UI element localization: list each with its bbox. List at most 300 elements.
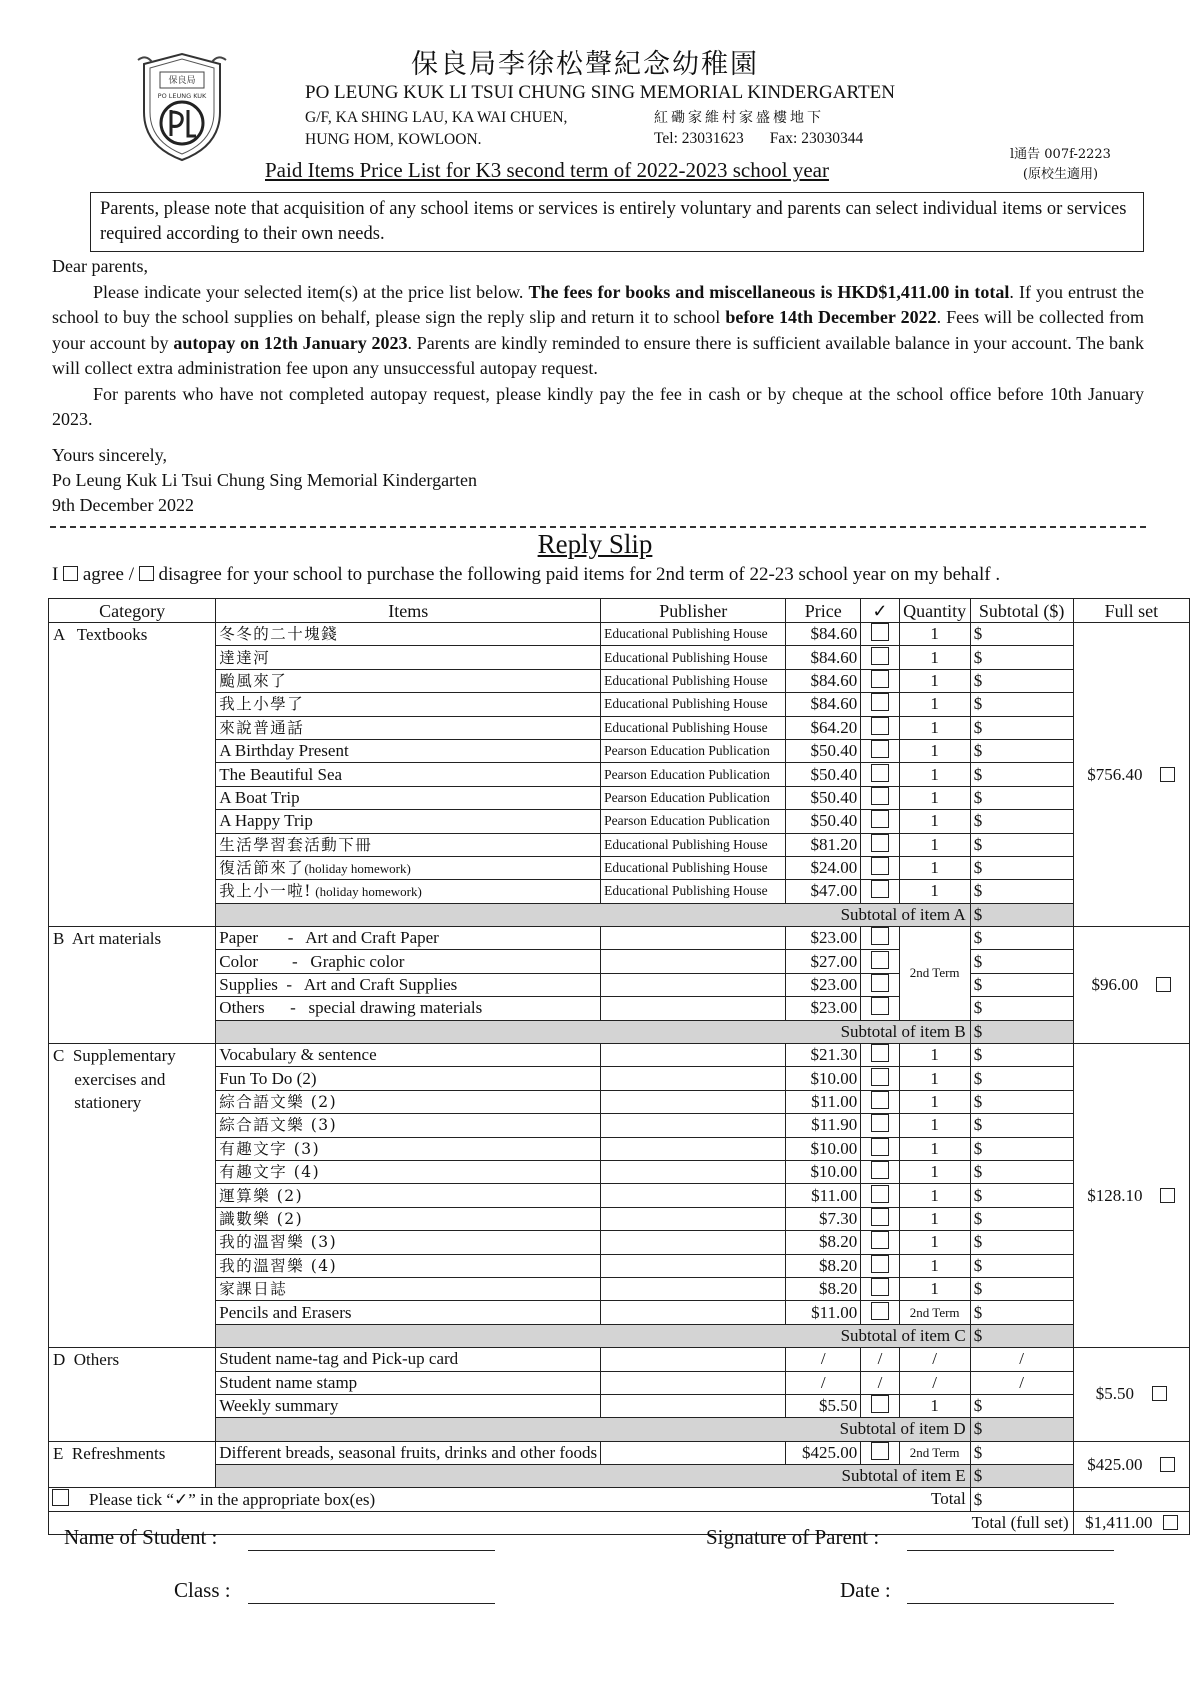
quantity: /: [899, 1371, 970, 1394]
item-checkbox[interactable]: [871, 1231, 889, 1249]
price: $7.30: [786, 1207, 861, 1230]
table-row: [49, 646, 1190, 669]
item-name: [216, 1067, 601, 1090]
item-checkbox[interactable]: [871, 834, 889, 852]
address-zh: 紅磡家維村家盛樓地下: [654, 110, 824, 126]
quantity: 1: [899, 1137, 970, 1160]
table-row: [49, 1231, 1190, 1254]
table-row: [49, 1114, 1190, 1137]
subtotal-field[interactable]: $: [970, 786, 1073, 809]
header-items: Items: [216, 599, 601, 623]
header-publisher: Publisher: [601, 599, 786, 623]
publisher: [601, 1394, 786, 1417]
select-cell: [861, 1371, 899, 1394]
student-name-field[interactable]: [248, 1525, 495, 1551]
select-cell: [861, 1114, 899, 1137]
item-text: The Beautiful Sea: [219, 764, 343, 784]
select-cell: [861, 1160, 899, 1183]
full-set-checkbox[interactable]: [1160, 767, 1175, 782]
item-name: [216, 1371, 601, 1394]
full-total-checkbox[interactable]: [1163, 1515, 1178, 1530]
full-set-price: $128.10: [1087, 1185, 1143, 1205]
item-text: Others - special drawing materials: [219, 998, 483, 1018]
item-name: [216, 950, 601, 973]
total-field[interactable]: $: [970, 1488, 1073, 1511]
header-check: ✓: [861, 599, 899, 623]
subtotal-field[interactable]: /: [970, 1348, 1073, 1371]
select-cell: [861, 1277, 899, 1300]
quantity: 1: [899, 763, 970, 786]
full-set-b: [1073, 927, 1189, 1044]
item-name: [216, 1207, 601, 1230]
subtotal-field[interactable]: $: [970, 1441, 1073, 1464]
quantity: 2nd Term: [899, 1301, 970, 1324]
item-checkbox[interactable]: [871, 1044, 889, 1062]
student-name-label: Name of Student :: [64, 1525, 218, 1549]
item-text: Student name-tag and Pick-up card: [219, 1349, 459, 1369]
publisher: Educational Publishing House: [601, 646, 786, 669]
item-checkbox[interactable]: [871, 1091, 889, 1109]
price: $23.00: [786, 997, 861, 1020]
header-full-set: Full set: [1073, 599, 1189, 623]
select-cell: [861, 997, 899, 1020]
item-name: [216, 997, 601, 1020]
item-name: [216, 1277, 601, 1300]
subtotal-field[interactable]: $: [970, 1160, 1073, 1183]
subtotal-field[interactable]: /: [970, 1371, 1073, 1394]
subtotal-field[interactable]: $: [970, 950, 1073, 973]
blank-cell: [1073, 1488, 1189, 1511]
item-checkbox[interactable]: [871, 1442, 889, 1460]
item-checkbox[interactable]: [871, 717, 889, 735]
item-text: 綜合語文樂 (3): [219, 1116, 338, 1135]
select-cell: [861, 1394, 899, 1417]
quantity: 1: [899, 1394, 970, 1417]
table-row: [49, 1441, 1190, 1464]
subtotal-label: Subtotal of item B: [216, 1020, 970, 1043]
item-name: [216, 739, 601, 762]
select-cell: [861, 856, 899, 879]
table-row: [49, 1044, 1190, 1067]
publisher: [601, 1184, 786, 1207]
address-en-line1: G/F, KA SHING LAU, KA WAI CHUEN,: [305, 109, 568, 126]
item-name: [216, 1254, 601, 1277]
table-body: [49, 623, 1190, 1535]
select-cell: [861, 669, 899, 692]
voluntary-notice-box: Parents, please note that acquisition of any school items or services is entirely voluntary and parents can select individual items or services required according to their own needs.: [90, 192, 1144, 252]
subtotal-field[interactable]: $: [970, 833, 1073, 856]
sample-checkbox: [52, 1489, 69, 1506]
full-set-price: $96.00: [1091, 975, 1139, 995]
subtotal-field[interactable]: $: [970, 1137, 1073, 1160]
quantity: 1: [899, 1090, 970, 1113]
subtotal-field[interactable]: $: [970, 646, 1073, 669]
price: $21.30: [786, 1044, 861, 1067]
table-row: [49, 763, 1190, 786]
subtotal-row: [49, 903, 1190, 926]
date-field[interactable]: [907, 1578, 1114, 1604]
item-text: Weekly summary: [219, 1396, 339, 1416]
publisher: [601, 1371, 786, 1394]
item-checkbox[interactable]: [871, 787, 889, 805]
tick-instruction: Please tick “✓” in the appropriate box(es): [89, 1490, 376, 1510]
header-quantity: Quantity: [899, 599, 970, 623]
item-checkbox[interactable]: [871, 623, 889, 641]
publisher: [601, 997, 786, 1020]
item-name: [216, 1044, 601, 1067]
subtotal-field[interactable]: $: [970, 1044, 1073, 1067]
full-set-price: $5.50: [1095, 1384, 1134, 1404]
price-table: [48, 598, 1190, 1535]
price: $5.50: [786, 1394, 861, 1417]
item-suffix: (holiday homework): [312, 883, 422, 899]
table-row: [49, 623, 1190, 646]
subtotal-field[interactable]: $: [970, 623, 1073, 646]
item-checkbox[interactable]: [871, 764, 889, 782]
item-checkbox[interactable]: [871, 1138, 889, 1156]
item-name: [216, 669, 601, 692]
total-label: Total: [931, 1489, 966, 1509]
item-name: [216, 646, 601, 669]
item-text: 我上小一啦!: [219, 881, 313, 900]
table-row: [49, 1137, 1190, 1160]
full-set-checkbox[interactable]: [1160, 1188, 1175, 1203]
select-cell: [861, 1348, 899, 1371]
svg-text:保良局: 保良局: [168, 76, 196, 86]
select-cell: [861, 763, 899, 786]
publisher: [601, 927, 786, 950]
item-text: 有趣文字 (4): [219, 1163, 321, 1182]
item-text: 我上小學了: [219, 695, 305, 714]
item-checkbox[interactable]: [871, 857, 889, 875]
quantity: 1: [899, 646, 970, 669]
publisher: [601, 1090, 786, 1113]
school-name-zh: 保良局李徐松聲紀念幼稚園: [411, 49, 759, 80]
subtotal-field[interactable]: $: [970, 693, 1073, 716]
agree-label: agree /: [82, 564, 134, 585]
header-subtotal: Subtotal ($): [970, 599, 1073, 623]
item-checkbox[interactable]: [871, 1255, 889, 1273]
full-set-c: [1073, 1044, 1189, 1348]
select-cell: [861, 973, 899, 996]
quantity: 1: [899, 1067, 970, 1090]
publisher: Educational Publishing House: [601, 880, 786, 903]
table-row: [49, 927, 1190, 950]
item-text: Vocabulary & sentence: [219, 1045, 377, 1065]
reply-slip-title: Reply Slip: [537, 529, 653, 559]
quantity: 1: [899, 1160, 970, 1183]
quantity: 1: [899, 856, 970, 879]
category-label: C Supplementary: [53, 1046, 176, 1066]
full-total-value: $1,411.00: [1085, 1513, 1153, 1533]
quantity: /: [899, 1348, 970, 1371]
price: $10.00: [786, 1160, 861, 1183]
price: $11.00: [786, 1184, 861, 1207]
item-checkbox[interactable]: [871, 647, 889, 665]
parent-signature-label: Signature of Parent :: [706, 1525, 880, 1549]
quantity: 1: [899, 1277, 970, 1300]
school-name-en: PO LEUNG KUK LI TSUI CHUNG SING MEMORIAL KINDERGARTEN: [305, 82, 895, 103]
quantity: 1: [899, 1114, 970, 1137]
item-checkbox[interactable]: [871, 670, 889, 688]
item-checkbox[interactable]: [871, 1185, 889, 1203]
table-row: [49, 973, 1190, 996]
subtotal-field[interactable]: $: [970, 1114, 1073, 1137]
item-name: [216, 810, 601, 833]
item-text: A Birthday Present: [219, 741, 349, 761]
category-c: [49, 1044, 216, 1348]
full-set-e: [1073, 1441, 1189, 1488]
select-cell: [861, 1254, 899, 1277]
subtotal-field[interactable]: $: [970, 1207, 1073, 1230]
item-text: 達達河: [219, 648, 271, 667]
quantity: 2nd Term: [899, 927, 970, 1021]
item-checkbox[interactable]: [871, 1068, 889, 1086]
section-subtotal-field[interactable]: $: [970, 1418, 1073, 1441]
item-checkbox[interactable]: [871, 1278, 889, 1296]
not-applicable: /: [877, 1372, 883, 1392]
item-checkbox[interactable]: [871, 951, 889, 969]
item-text: 復活節來了: [219, 858, 305, 877]
table-row: [49, 669, 1190, 692]
table-row: [49, 950, 1190, 973]
price: $10.00: [786, 1137, 861, 1160]
subtotal-field[interactable]: $: [970, 856, 1073, 879]
table-row: [49, 1371, 1190, 1394]
category-label: stationery: [53, 1093, 142, 1113]
item-checkbox[interactable]: [871, 927, 889, 945]
table-row: [49, 833, 1190, 856]
price: $10.00: [786, 1067, 861, 1090]
full-total-label: Total (full set): [49, 1511, 1074, 1534]
price: $27.00: [786, 950, 861, 973]
closing: Yours sincerely,: [52, 445, 167, 465]
item-name: [216, 763, 601, 786]
table-header-row: [49, 599, 1190, 623]
item-checkbox[interactable]: [871, 997, 889, 1015]
table-row: [49, 1207, 1190, 1230]
publisher: [601, 1114, 786, 1137]
table-row: [49, 1348, 1190, 1371]
item-name: [216, 927, 601, 950]
price: $50.40: [786, 739, 861, 762]
price: $8.20: [786, 1277, 861, 1300]
quantity: 1: [899, 1184, 970, 1207]
select-cell: [861, 810, 899, 833]
select-cell: [861, 693, 899, 716]
item-name: [216, 880, 601, 903]
subtotal-field[interactable]: $: [970, 1394, 1073, 1417]
table-row: [49, 1184, 1190, 1207]
full-set-checkbox[interactable]: [1156, 977, 1171, 992]
subtotal-field[interactable]: $: [970, 1301, 1073, 1324]
item-suffix: (holiday homework): [304, 860, 411, 876]
select-cell: [861, 833, 899, 856]
section-subtotal-field[interactable]: $: [970, 1465, 1073, 1488]
table-row: [49, 880, 1190, 903]
subtotal-row: [49, 1465, 1190, 1488]
subtotal-field[interactable]: $: [970, 997, 1073, 1020]
select-cell: [861, 1207, 899, 1230]
item-name: [216, 1090, 601, 1113]
class-label: Class :: [174, 1578, 231, 1602]
fax: Fax: 23030344: [769, 130, 864, 147]
item-name: [216, 786, 601, 809]
header-category: Category: [49, 599, 216, 623]
publisher: Pearson Education Publication: [601, 739, 786, 762]
item-name: [216, 1137, 601, 1160]
item-text: 識數樂 (2): [219, 1209, 304, 1228]
category-d: [49, 1348, 216, 1442]
item-text: 家課日誌: [219, 1280, 288, 1299]
section-subtotal-field[interactable]: $: [970, 1324, 1073, 1347]
item-text: 運算樂 (2): [219, 1186, 304, 1205]
subtotal-field[interactable]: $: [970, 763, 1073, 786]
parent-signature-field[interactable]: [907, 1525, 1114, 1551]
select-cell: [861, 1441, 899, 1464]
section-subtotal-field[interactable]: $: [970, 1020, 1073, 1043]
address-en-line2: HUNG HOM, KOWLOON.: [305, 131, 482, 148]
total-row: [49, 1488, 1190, 1511]
quantity: 1: [899, 1231, 970, 1254]
item-name: [216, 693, 601, 716]
subtotal-field[interactable]: $: [970, 1254, 1073, 1277]
subtotal-field[interactable]: $: [970, 880, 1073, 903]
publisher: [601, 1231, 786, 1254]
agree-line: I agree / disagree for your school to purchase the following paid items for 2nd term of 22-23 school year on my behalf .: [52, 564, 1001, 585]
select-cell: [861, 1044, 899, 1067]
subtotal-field[interactable]: $: [970, 973, 1073, 996]
price: $64.20: [786, 716, 861, 739]
item-text: Paper - Art and Craft Paper: [219, 928, 439, 948]
subtotal-field[interactable]: $: [970, 810, 1073, 833]
table-row: [49, 786, 1190, 809]
subtotal-field[interactable]: $: [970, 1277, 1073, 1300]
table-row: [49, 1067, 1190, 1090]
signer: Po Leung Kuk Li Tsui Chung Sing Memorial Kindergarten: [52, 470, 478, 490]
select-cell: [861, 623, 899, 646]
publisher: Educational Publishing House: [601, 856, 786, 879]
item-checkbox[interactable]: [871, 1208, 889, 1226]
header-price: Price: [786, 599, 861, 623]
quantity: 1: [899, 739, 970, 762]
item-text: 生活學習套活動下冊: [219, 835, 373, 854]
subtotal-row: [49, 1020, 1190, 1043]
publisher: Pearson Education Publication: [601, 763, 786, 786]
price: $47.00: [786, 880, 861, 903]
publisher: [601, 1301, 786, 1324]
price: $24.00: [786, 856, 861, 879]
item-checkbox[interactable]: [871, 693, 889, 711]
item-checkbox[interactable]: [871, 1302, 889, 1320]
table-row: [49, 856, 1190, 879]
quantity: 1: [899, 716, 970, 739]
price: $50.40: [786, 763, 861, 786]
letter-body: [52, 254, 1144, 433]
disagree-checkbox[interactable]: [139, 566, 154, 581]
subtotal-field[interactable]: $: [970, 716, 1073, 739]
subtotal-row: [49, 1324, 1190, 1347]
subtotal-field[interactable]: $: [970, 1067, 1073, 1090]
table-row: [49, 693, 1190, 716]
item-text: Different breads, seasonal fruits, drinks and other foods: [219, 1442, 598, 1462]
price: $11.00: [786, 1090, 861, 1113]
quantity: 1: [899, 833, 970, 856]
item-checkbox[interactable]: [871, 1161, 889, 1179]
subtotal-field[interactable]: $: [970, 739, 1073, 762]
item-name: [216, 856, 601, 879]
section-subtotal-field[interactable]: $: [970, 903, 1073, 926]
quantity: 1: [899, 1044, 970, 1067]
subtotal-label: Subtotal of item A: [216, 903, 970, 926]
item-name: [216, 1348, 601, 1371]
item-name: [216, 623, 601, 646]
agree-checkbox[interactable]: [63, 566, 78, 581]
category-label: exercises and: [53, 1069, 166, 1089]
item-text: 冬冬的二十塊錢: [219, 625, 339, 644]
item-name: [216, 833, 601, 856]
select-cell: [861, 646, 899, 669]
price: $425.00: [786, 1441, 861, 1464]
table-row: [49, 1277, 1190, 1300]
subtotal-field[interactable]: $: [970, 1231, 1073, 1254]
item-name: [216, 1184, 601, 1207]
select-cell: [861, 1184, 899, 1207]
quantity: 2nd Term: [899, 1441, 970, 1464]
price: $84.60: [786, 623, 861, 646]
subtotal-field[interactable]: $: [970, 1090, 1073, 1113]
class-field[interactable]: [248, 1578, 495, 1604]
item-checkbox[interactable]: [871, 740, 889, 758]
subtotal-field[interactable]: $: [970, 927, 1073, 950]
select-cell: [861, 950, 899, 973]
item-checkbox[interactable]: [871, 810, 889, 828]
full-set-a: [1073, 623, 1189, 927]
item-checkbox[interactable]: [871, 974, 889, 992]
category-label: B Art materials: [53, 929, 162, 949]
publisher: Educational Publishing House: [601, 623, 786, 646]
item-text: 有趣文字 (3): [219, 1139, 321, 1158]
item-checkbox[interactable]: [871, 1114, 889, 1132]
item-name: [216, 716, 601, 739]
letter-paragraph-2: For parents who have not completed autopay request, please kindly pay the fee in cash or by cheque at the school office before 10th January 2023.: [52, 383, 1144, 429]
item-name: [216, 1114, 601, 1137]
full-set-checkbox[interactable]: [1160, 1457, 1175, 1472]
item-name: [216, 1441, 601, 1464]
notice-code: l通告 007f-2223: [1010, 147, 1111, 162]
publisher: [601, 1207, 786, 1230]
item-checkbox[interactable]: [871, 880, 889, 898]
category-label: E Refreshments: [53, 1443, 166, 1463]
price: $84.60: [786, 693, 861, 716]
subtotal-field[interactable]: $: [970, 1184, 1073, 1207]
full-set-checkbox[interactable]: [1152, 1386, 1167, 1401]
item-name: [216, 973, 601, 996]
item-text: Fun To Do (2): [219, 1068, 317, 1088]
price: $8.20: [786, 1254, 861, 1277]
category-label: D Others: [53, 1350, 120, 1370]
full-set-price: $425.00: [1087, 1454, 1143, 1474]
category-a: [49, 623, 216, 927]
item-checkbox[interactable]: [871, 1395, 889, 1413]
quantity: 1: [899, 669, 970, 692]
item-name: [216, 1394, 601, 1417]
item-name: [216, 1301, 601, 1324]
not-applicable: /: [877, 1349, 883, 1369]
category-e: [49, 1441, 216, 1488]
table-row: [49, 1394, 1190, 1417]
subtotal-field[interactable]: $: [970, 669, 1073, 692]
